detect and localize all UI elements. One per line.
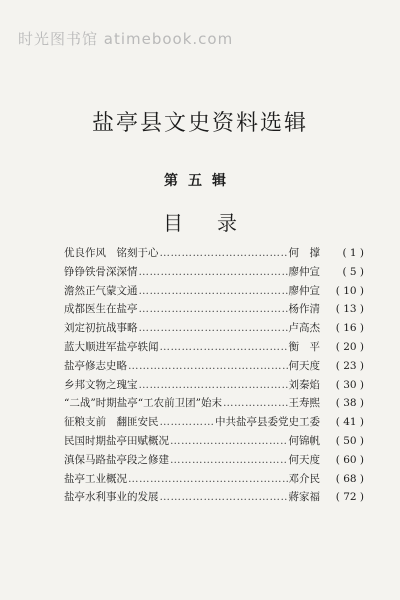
toc-entry xyxy=(64,433,364,452)
toc-entry-author: 何 撑 xyxy=(288,247,320,259)
toc-entry xyxy=(64,489,364,508)
toc-entry-author: 蔣家福 xyxy=(288,491,320,504)
toc-entry-title: 成都医生在盐亭 xyxy=(64,303,138,316)
toc-leader-dots xyxy=(160,491,288,503)
toc-entry xyxy=(64,358,364,377)
toc-entry xyxy=(64,471,364,490)
toc-entry-author: 何锦帆 xyxy=(288,434,320,447)
toc-entry-page: ( 16 ) xyxy=(335,322,364,335)
toc-leader-dots xyxy=(139,379,288,391)
toc-entry xyxy=(64,377,364,396)
toc-entry-author: 何天度 xyxy=(288,359,320,372)
toc-entry-page: ( 1 ) xyxy=(342,247,364,259)
toc-entry-page: ( 5 ) xyxy=(342,265,364,278)
toc-entry-page: ( 68 ) xyxy=(335,472,364,485)
toc-entry xyxy=(64,264,364,283)
toc-entry-author: 卢高杰 xyxy=(288,322,320,335)
toc-heading: 目录 xyxy=(163,211,271,235)
toc-entry-author: 邓介民 xyxy=(288,472,320,485)
toc-entry xyxy=(64,301,364,320)
toc-entry xyxy=(64,245,364,264)
toc-entry xyxy=(64,283,364,302)
toc-entry-author: 衡 平 xyxy=(288,340,320,353)
toc-entry-title: 盐亭工业概况 xyxy=(64,472,127,485)
toc-entry-title: 盐亭水利事业的发展 xyxy=(64,491,159,504)
toc-entry-author: 中共盐亭县委党史工委 xyxy=(215,416,320,429)
toc-leader-dots xyxy=(128,360,288,372)
toc-entry-title: “二战”时期盐亭“工农前卫团”始末 xyxy=(64,397,222,410)
toc-leader-dots xyxy=(139,285,288,297)
toc-entry-page: ( 38 ) xyxy=(335,397,364,410)
toc-entry-title: 乡邦文物之瑰宝 xyxy=(64,378,138,391)
toc-entry-page: ( 72 ) xyxy=(335,491,364,504)
toc-entry-page: ( 50 ) xyxy=(335,434,364,447)
toc-leader-dots xyxy=(139,303,288,315)
toc-entry-title: 蓝大顺进军盐亭轶闻 xyxy=(64,340,159,353)
toc-entry-page: ( 13 ) xyxy=(335,303,364,316)
book-title: 盐亭县文史资料选辑 xyxy=(91,111,308,136)
toc-leader-dots xyxy=(170,454,288,466)
toc-entry-author: 杨作清 xyxy=(288,303,320,316)
toc-entry-author: 廖仲宣 xyxy=(288,284,320,297)
watermark: 时光图书馆 atimebook.com xyxy=(18,30,234,48)
toc-entry-title: 滇保马路盐亭段之修建 xyxy=(64,453,169,466)
toc-entry-title: 征粮支前 翻匪安民 xyxy=(64,416,159,429)
toc-entry-author: 廖仲宣 xyxy=(288,265,320,278)
toc-entry-page: ( 20 ) xyxy=(335,340,364,353)
toc-leader-dots xyxy=(160,247,288,259)
toc-entry xyxy=(64,320,364,339)
toc-leader-dots xyxy=(160,416,215,428)
toc-entry xyxy=(64,452,364,471)
toc-leader-dots xyxy=(170,435,288,447)
toc-entry xyxy=(64,339,364,358)
toc-entry-page: ( 10 ) xyxy=(335,284,364,297)
issue-label: 第五辑 xyxy=(164,173,236,189)
toc-leader-dots xyxy=(160,341,288,353)
toc-leader-dots xyxy=(128,473,288,485)
toc-entry-title: 铮铮铁骨深深情 xyxy=(64,265,138,278)
toc-entry-author: 何天度 xyxy=(288,453,320,466)
toc-entry-title: 澹然正气蒙文通 xyxy=(64,284,138,297)
toc-entry-author: 刘秦焰 xyxy=(288,378,320,391)
toc-entry-page: ( 41 ) xyxy=(335,416,364,429)
toc-entry-title: 盐亭修志史略 xyxy=(64,359,127,372)
toc-entry-title: 优良作风 铭刻于心 xyxy=(64,247,159,259)
toc-entry-page: ( 23 ) xyxy=(335,359,364,372)
toc-leader-dots xyxy=(223,397,288,409)
table-of-contents xyxy=(64,245,364,508)
toc-leader-dots xyxy=(139,266,288,278)
toc-entry-page: ( 60 ) xyxy=(335,453,364,466)
toc-entry-title: 刘定初抗战事略 xyxy=(64,322,138,335)
toc-entry xyxy=(64,414,364,433)
toc-entry xyxy=(64,395,364,414)
toc-entry-author: 王寿熙 xyxy=(288,397,320,410)
toc-entry-title: 民国时期盐亭田赋概况 xyxy=(64,434,169,447)
toc-entry-page: ( 30 ) xyxy=(335,378,364,391)
toc-leader-dots xyxy=(139,322,288,334)
